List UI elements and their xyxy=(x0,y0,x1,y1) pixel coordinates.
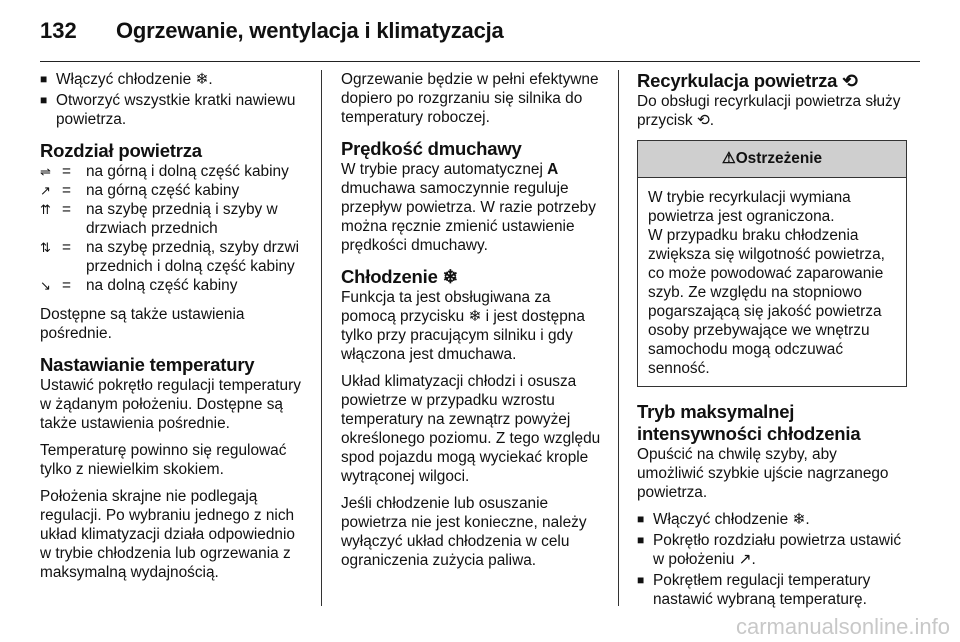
paragraph: Układ klimatyzacji chłodzi i osusza powietrze w przypadku wzrostu temperatury na zewnątrz powyżej określonego poziomu. Z tego względu spod pojazdu mogą wyciekać krople wytrąconej wilgoci. xyxy=(341,373,601,485)
paragraph: Położenia skrajne nie podlegają regulacji. Po wybraniu jednego z nich układ klimatyzacji działa odpowiednio w trybie chłodzenia lub ogrzewania z maksymalną wydajnością. xyxy=(40,488,295,581)
column-1 xyxy=(40,70,308,590)
mode-row: ⇈ = na szybę przednią i szyby w drzwiach przednich xyxy=(40,201,278,237)
warning-body xyxy=(638,178,906,386)
warning-icon: ⚠ xyxy=(721,150,736,167)
list-item: ■ Pokrętło rozdziału powietrza ustawić w położeniu ↗. xyxy=(637,532,902,568)
paragraph: Opuścić na chwilę szyby, aby umożliwić szybkie ujście nagrzanego powietrza. xyxy=(637,446,889,501)
section-heading-recirculation: Recyrkulacja powietrza ⟲ xyxy=(637,70,858,91)
air-lower-icon: ↘ xyxy=(40,278,51,293)
paragraph: Dostępne są także ustawienia pośrednie. xyxy=(40,306,245,342)
air-distribution-table xyxy=(40,162,308,295)
recirculation-icon: ⟲ xyxy=(842,70,858,91)
paragraph: W trybie recyrkulacji wymiana powietrza jest ograniczona. xyxy=(648,189,851,225)
paragraph: Temperaturę powinno się regulować tylko z niewielkim skokiem. xyxy=(40,442,287,478)
paragraph: Funkcja ta jest obsługiwana za pomocą przycisku ❄ i jest dostępna tylko przy pracującym silniku i gdy włączona jest dmuchawa. xyxy=(341,289,585,363)
warning-header: ⚠Ostrzeżenie xyxy=(638,141,906,178)
air-windscreen-side-icon: ⇈ xyxy=(40,202,51,217)
bullet-icon: ■ xyxy=(40,93,48,107)
bullet-list xyxy=(40,70,308,129)
air-windscreen-lower-icon: ⇅ xyxy=(40,240,51,255)
bullet-icon: ■ xyxy=(637,533,645,547)
mode-row: ⇅ = na szybę przednią, szyby drzwi przednich i dolną część kabiny xyxy=(40,239,299,275)
column-divider xyxy=(618,70,619,606)
section-heading-fan-speed: Prędkość dmuchawy xyxy=(341,138,522,159)
bullet-list xyxy=(637,510,907,609)
column-3 xyxy=(637,70,907,613)
page-title: Ogrzewanie, wentylacja i klimatyzacja xyxy=(116,18,504,43)
list-item: ■ Włączyć chłodzenie ❄. xyxy=(637,511,810,528)
air-upper-icon: ↗ xyxy=(40,183,51,198)
paragraph: Do obsługi recyrkulacji powietrza służy przycisk ⟲. xyxy=(637,93,901,129)
section-heading-max-cooling: Tryb maksymalnej intensywności chłodzenia xyxy=(637,401,861,444)
watermark: carmanualsonline.info xyxy=(735,614,950,639)
section-heading-temperature: Nastawianie temperatury xyxy=(40,354,255,375)
paragraph: Jeśli chłodzenie lub osuszanie powietrza nie jest konieczne, należy wyłączyć układ chłodzenia w celu ograniczenia zużycia paliwa. xyxy=(341,495,587,569)
warning-box xyxy=(637,140,907,387)
air-upper-icon: ↗ xyxy=(738,551,752,568)
paragraph: Ogrzewanie będzie w pełni efektywne dopiero po rozgrzaniu się silnika do temperatury roboczej. xyxy=(341,71,599,126)
paragraph: W trybie pracy automatycznej A dmuchawa samoczynnie reguluje przepływ powietrza. W razie potrzeby można ręcznie zmienić ustawienie prędkości dmuchawy. xyxy=(341,161,596,254)
snowflake-icon: ❄ xyxy=(468,308,482,325)
recirculation-icon: ⟲ xyxy=(696,112,710,129)
list-item: ■ Pokrętłem regulacji temperatury nastawić wybraną temperaturę. xyxy=(637,572,871,608)
paragraph: W przypadku braku chłodzenia zwiększa się wilgotność powietrza, co może powodować zaparowanie szyb. Ze względu na stopniowo pogarszającą się jakość powietrza osoby przebywające we wnętrzu samochodu mogą odczuwać senność. xyxy=(648,227,885,377)
snowflake-icon: ❄ xyxy=(195,71,209,88)
paragraph: Ustawić pokrętło regulacji temperatury w żądanym położeniu. Dostępne są także ustawienia pośrednie. xyxy=(40,377,301,432)
snowflake-icon: ❄ xyxy=(792,511,806,528)
section-heading-cooling: Chłodzenie ❄ xyxy=(341,266,458,287)
bullet-icon: ■ xyxy=(637,573,645,587)
list-item: ■ Otworzyć wszystkie kratki nawiewu powietrza. xyxy=(40,92,296,128)
list-item: ■ Włączyć chłodzenie ❄. xyxy=(40,71,213,88)
column-2 xyxy=(341,70,609,578)
page-header xyxy=(40,18,920,54)
bullet-icon: ■ xyxy=(40,72,48,86)
header-rule xyxy=(40,61,920,62)
auto-key-label: A xyxy=(547,161,559,178)
bullet-icon: ■ xyxy=(637,512,645,526)
section-heading-air-distribution: Rozdział powietrza xyxy=(40,140,202,161)
mode-row: ↘ = na dolną część kabiny xyxy=(40,277,238,294)
snowflake-icon: ❄ xyxy=(442,266,458,287)
mode-row: ↗ = na górną część kabiny xyxy=(40,182,240,199)
air-upper-lower-icon: ⇌ xyxy=(40,164,51,179)
page-number: 132 xyxy=(40,18,77,43)
mode-row: ⇌ = na górną i dolną część kabiny xyxy=(40,163,289,180)
column-divider xyxy=(321,70,322,606)
